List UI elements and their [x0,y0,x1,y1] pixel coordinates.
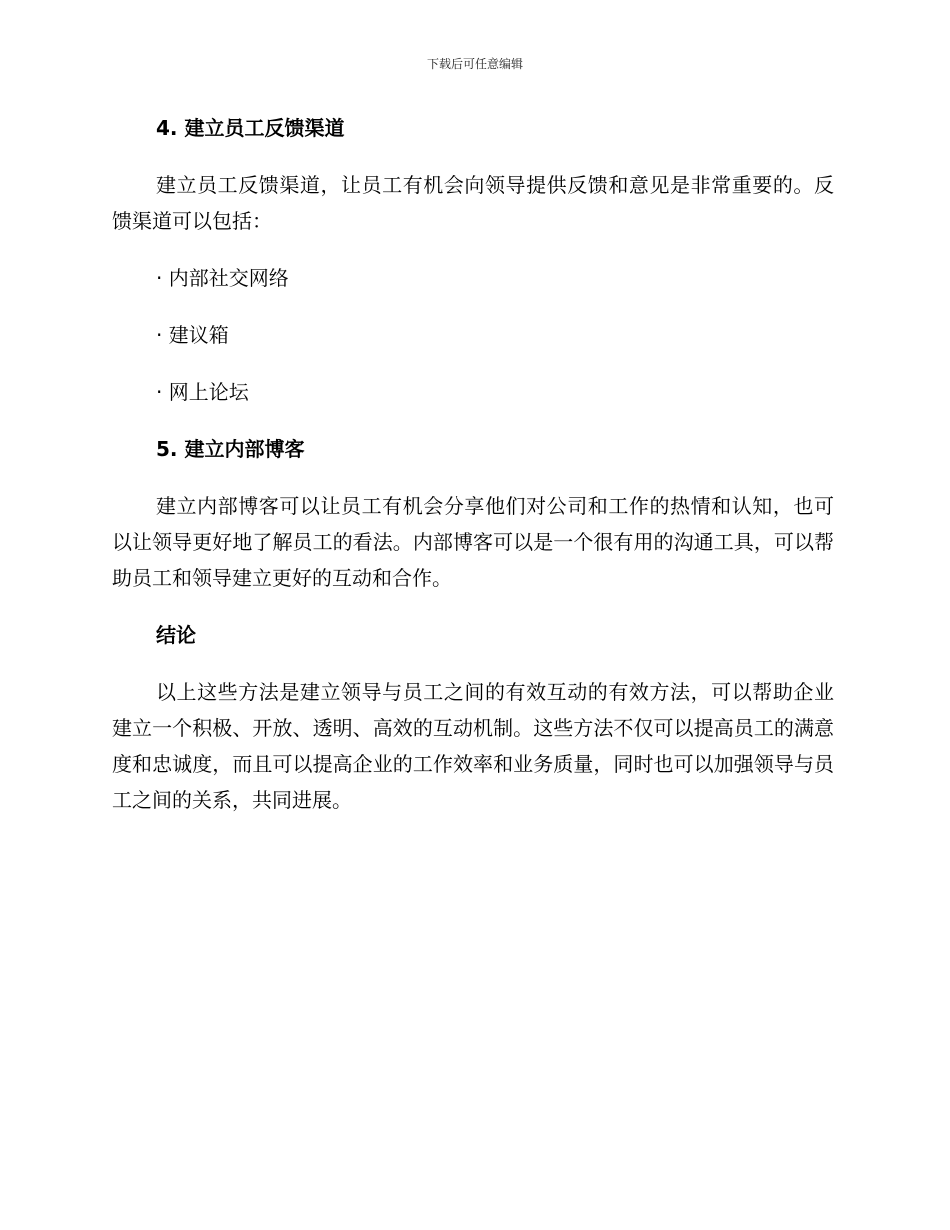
header-note: 下载后可任意编辑 [426,57,523,71]
section-5-heading: 5. 建立内部博客 [156,437,305,461]
section-4-heading: 4. 建立员工反馈渠道 [156,116,345,140]
section-5-paragraph: 建立内部博客可以让员工有机会分享他们对公司和工作的热情和认知，也可以让领导更好地了解员工的看法。内部博客可以是一个很有用的沟通工具，可以帮助员工和领导建立更好的互动和合作。 [112,494,834,590]
bullet-item-suggestion-box: · 建议箱 [156,323,229,347]
bullet-item-online-forum: · 网上论坛 [156,380,249,404]
conclusion-paragraph: 以上这些方法是建立领导与员工之间的有效互动的有效方法，可以帮助企业建立一个积极、开放、透明、高效的互动机制。这些方法不仅可以提高员工的满意度和忠诚度，而且可以提高企业的工作效率和业务质量，同时也可以加强领导与员工之间的关系，共同进展。 [112,680,834,812]
section-4-paragraph: 建立员工反馈渠道，让员工有机会向领导提供反馈和意见是非常重要的。反馈渠道可以包括： [112,173,834,233]
conclusion-heading: 结论 [156,623,196,647]
bullet-item-social-network: · 内部社交网络 [156,266,289,290]
document-body [112,110,834,818]
